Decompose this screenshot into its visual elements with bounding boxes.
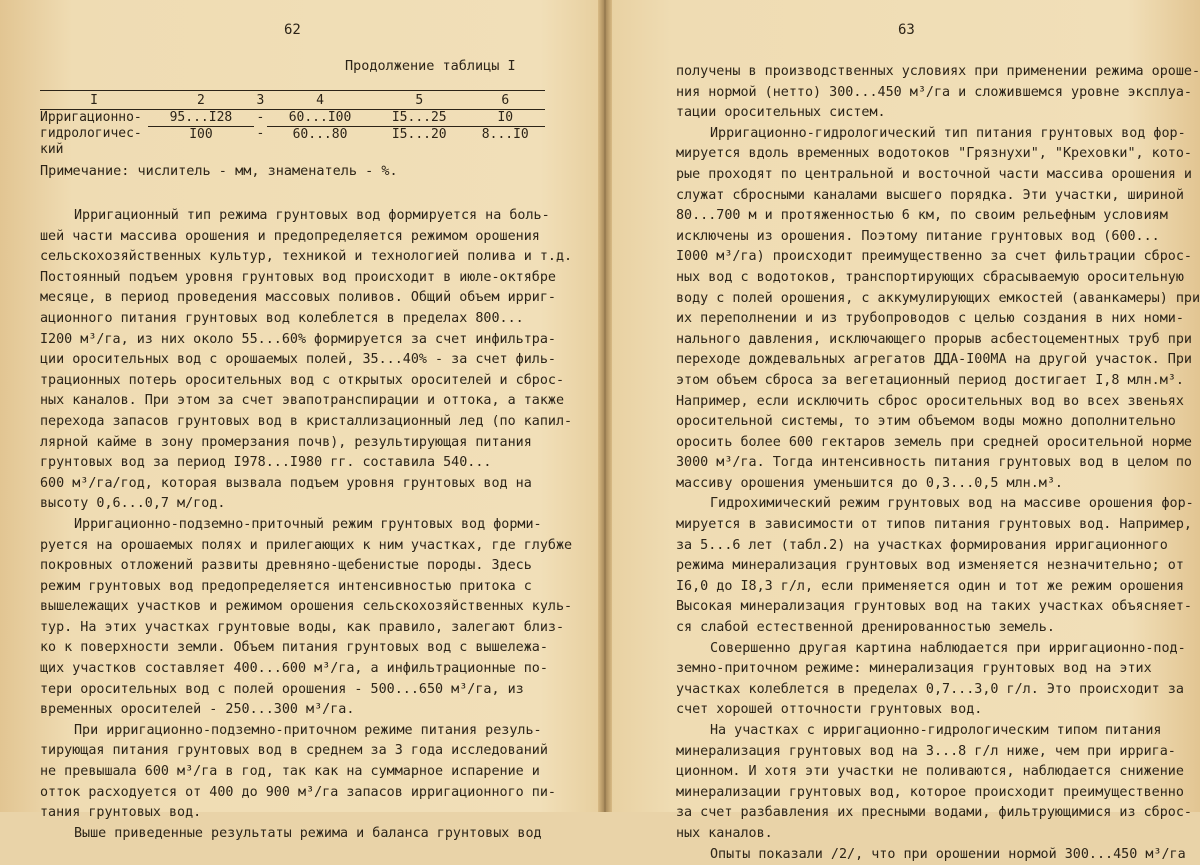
text-line: Совершенно другая картина наблюдается при ирригационно-под- [710,640,1186,656]
text-line: ных каналов. [676,825,773,841]
text-line: Опыты показали /2/, что при орошении нормой 300...450 м³/га [710,846,1186,862]
page-number: 62 [284,22,301,38]
table-caption: Продолжение таблицы I [345,58,516,74]
table-cell [254,110,267,159]
text-line: земно-приточном режиме: минерализация грунтовых вод на этих [676,661,1152,677]
text-line: ния нормой (нетто) 300...450 м³/га и сложившемся уровне эксплуа- [676,84,1192,100]
text-line: минерализация грунтовых вод на 3...8 г/л ниже, чем при ирригa- [676,743,1176,759]
text-line: массиву орошения уменьшится до 0,3...0,5 млн.м³. [676,475,1063,491]
row-label [40,110,148,159]
table-cell [148,110,254,159]
table-row [40,110,545,159]
text-line: шей части массива орошения и предопределяется режимом орошения [40,228,540,244]
denominator: - [256,126,265,141]
table-cell [466,110,545,159]
text-line: I200 м³/га, из них около 55...60% формируется за счет инфильтра- [40,331,556,347]
text-line: режим грунтовых вод предопределяется интенсивностью притока с [40,578,532,594]
text-line: Выше приведенные результаты режима и баланса грунтовых вод [74,825,542,841]
text-line: счет хорошей отточности грунтовых вод. [676,702,983,718]
table-note: Примечание: числитель - мм, знаменатель - %. [40,163,398,179]
page-number: 63 [898,22,915,38]
text-line: участках колеблется в пределах 0,7...3,0 г/л. Это происходит за [676,681,1184,697]
table-header: 6 [466,91,545,110]
text-line: При ирригационно-подземно-приточном режиме питания резуль- [74,722,542,738]
text-line: минерализации грунтовых вод, которое происходит преимущественно [676,784,1184,800]
text-line: этом объем сброса за вегетационный период достигает I,8 млн.м³. [676,372,1184,388]
text-line: покровных отложений развиты древняно-щебенистые породы. Здесь [40,558,532,574]
text-line: режима минерализация грунтовых вод изменяется незначительно; от [676,558,1184,574]
text-line: оросить более 600 гектаров земель при средней оросительной норме [676,434,1192,450]
numerator: I0 [466,110,545,127]
text-line: ко к поверхности земли. Объем питания грунтовых вод с вышележа- [40,640,548,656]
text-line: нального давления, исключающего прорыв асбестоцементных труб при [676,331,1192,347]
text-line: вышележащих участков и режимом орошения сельскохозяйственных куль- [40,599,573,615]
text-line: их переполнении и из трубопроводов с целью создания в них номи- [676,311,1184,327]
text-line: тации оросительных систем. [676,105,886,121]
text-line: тур. На этих участках грунтовые воды, как правило, залегают близ- [40,619,565,635]
text-line: Гидрохимический режим грунтовых вод на массиве орошения фор- [710,496,1194,512]
text-line: Ирригационно-подземно-приточный режим грунтовых вод форми- [74,516,542,532]
row-label-line: Ирригационно- [40,110,142,125]
text-line: оросительной системы, то этим объемом воды можно дополнительно [676,414,1176,430]
text-line: лярной кайме в зону промерзания почв), результирующая питания [40,434,532,450]
text-line: ных вод с водотоков, транспортирующих сбрасываемую оросительную [676,269,1184,285]
numerator: - [256,110,265,125]
text-line: мируется в зависимости от типов питания грунтовых вод. Например, [676,517,1192,533]
text-line: за счет разбавления их пресными водами, фильтрующимися из сброс- [676,805,1192,821]
text-line: не превышала 600 м³/га в год, так как на суммарное испарение и [40,764,540,780]
text-line: тания грунтовых вод. [40,805,202,821]
text-line: На участках с ирригационно-гидрологическим типом питания [710,723,1162,738]
table-header: 4 [267,91,373,110]
table-cell [373,110,466,159]
table-cell [267,110,373,159]
text-line: Постоянный подъем уровня грунтовых вод происходит в июле-октябре [40,269,556,285]
text-line: переходе дождевальных агрегатов ДДА-I00МА на другой участок. При [676,352,1192,368]
table-header: 2 [148,91,254,110]
text-line: руется на орошаемых полях и прилегающих к ним участках, где глубже [40,537,573,553]
table-header: I [40,91,148,110]
text-line: ции оросительных вод с орошаемых полей, 35...40% - за счет филь- [40,352,556,368]
table-header-row [40,91,545,110]
text-line: I6,0 до I8,3 г/л, если применяется один и тот же режим орошения [676,578,1184,594]
text-line: ционном. И хотя эти участки не поливаются, наблюдается снижение [676,764,1184,780]
text-line: 3000 м³/га. Тогда интенсивность питания грунтовых вод в целом по [676,455,1192,471]
text-line: мируется вдоль временных водотоков "Грязнухи", "Креховки", кото- [676,146,1192,162]
text-line: высоту 0,6...0,7 м/год. [40,496,226,512]
table-header: 5 [373,91,466,110]
left-page [0,0,598,841]
text-line: трационных потерь оросительных вод с открытых оросителей и сброс- [40,372,565,388]
numerator: 95...I28 [148,110,254,127]
denominator: I5...20 [391,127,447,142]
text-line: Ирригационный тип режима грунтовых вод формируется на боль- [74,208,550,223]
text-line: Например, если исключить сброс оросительных вод во всех звеньях [676,393,1184,409]
text-line: грунтовых вод за период I978...I980 гг. составила 540... [40,455,492,471]
text-line: служат сбросными каналами высшего порядка. Эти участки, шириной [676,187,1184,203]
table-header: 3 [254,91,267,110]
text-line: временных оросителей - 250...300 м³/га. [40,702,355,718]
text-line: сельскохозяйственных культур, техникой и технологией полива и т.д. [40,249,573,265]
text-line: ационного питания грунтовых вод колеблется в пределах 800... [40,310,524,326]
text-line: за 5...6 лет (табл.2) на участках формирования ирригационного [676,537,1168,553]
text-line: воду с полей орошения, с аккумулирующих емкостей (аванкамеры) при [676,290,1200,306]
text-line: ся слабой естественной дренированностью земель. [676,620,1055,636]
row-label-line: гидрологичес- [40,126,142,141]
text-line: отток расходуется от 400 до 900 м³/га запасов ирригационного пи- [40,784,556,800]
text-line: месяце, в период проведения массовых поливов. Общий объем ирриг- [40,290,556,306]
body-text [676,62,1200,865]
denominator: 60...80 [292,127,348,142]
book-gutter [598,0,612,812]
text-line: I000 м³/га) происходит преимущественно за счет фильтрации сброс- [676,249,1192,265]
text-line: 600 м³/га/год, которая вызвала подъем уровня грунтовых вод на [40,475,532,491]
continuation-table [40,90,545,158]
text-line: 80...700 м и протяженностью 6 км, по своим рельефным условиям [676,208,1168,224]
text-line: тери оросительных вод с полей орошения - 500...650 м³/га, из [40,681,524,697]
text-line: Ирригационно-гидрологический тип питания грунтовых вод фор- [710,125,1186,141]
text-line: получены в производственных условиях при применении режима ороше- [676,64,1200,79]
numerator: I5...25 [373,110,466,127]
text-line: Высокая минерализация грунтовых вод на таких участках объясняет- [676,599,1192,615]
right-page [612,0,1200,862]
denominator: 8...I0 [481,127,529,142]
denominator: I00 [189,127,213,142]
row-label-line: кий [40,142,64,157]
numerator: 60...I00 [267,110,373,127]
text-line: перехода запасов грунтовых вод в кристаллизационный лед (по капил- [40,413,573,429]
text-line: исключены из орошения. Поэтому питание грунтовых вод (600... [676,228,1160,244]
text-line: щих участков составляет 400...600 м³/га, а инфильтрационные по- [40,661,548,677]
text-line: тирующая питания грунтовых вод в среднем за 3 года исследований [40,743,548,759]
text-line: ных каналов. При этом за счет эвапотранспирации и оттока, а также [40,393,565,409]
body-text [40,206,573,844]
text-line: рые проходят по центральной и восточной части массива орошения и [676,166,1192,182]
